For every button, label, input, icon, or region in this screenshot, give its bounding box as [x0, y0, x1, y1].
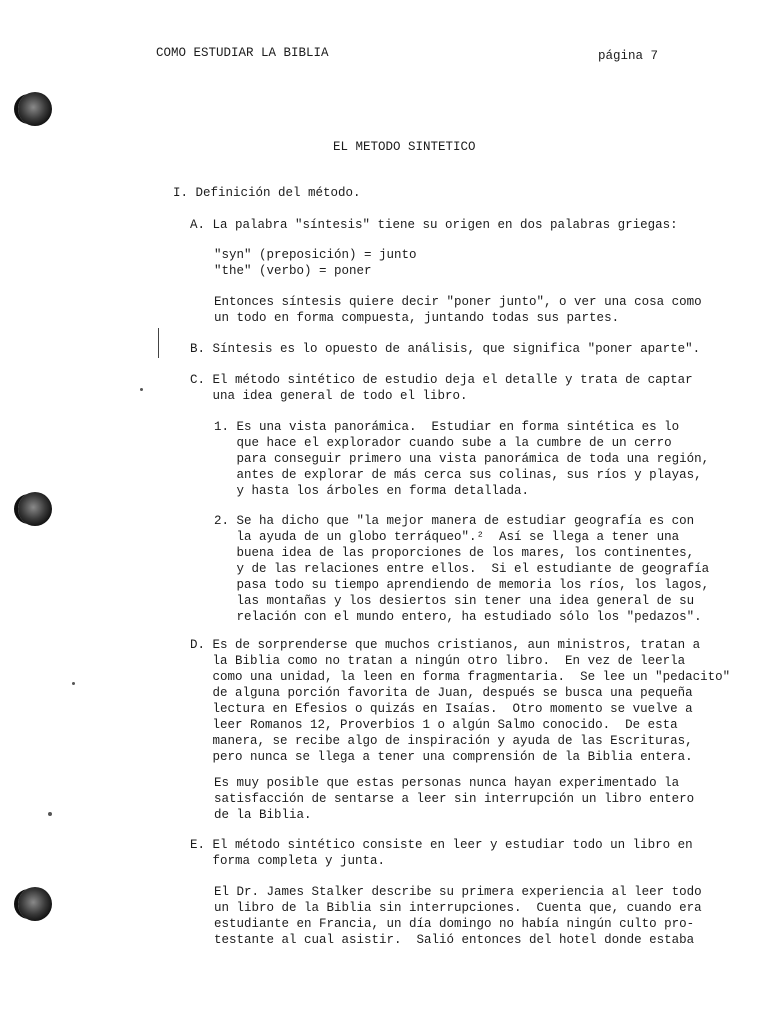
- header-title: COMO ESTUDIAR LA BIBLIA: [156, 46, 329, 60]
- text-line: una idea general de todo el libro.: [190, 389, 468, 403]
- text-line: leer Romanos 12, Proverbios 1 o algún Salmo conocido. De esta: [190, 718, 678, 732]
- point-e: [190, 837, 693, 869]
- text-line: buena idea de las proporciones de los mares, los continentes,: [214, 546, 695, 560]
- heading-definition: I. Definición del método.: [173, 186, 361, 200]
- text-line: 2. Se ha dicho que "la mejor manera de estudiar geografía es con: [214, 514, 695, 528]
- text-line: lectura en Efesios o quizás en Isaías. Otro momento se vuelve a: [190, 702, 693, 716]
- greek-word-the: "the" (verbo) = poner: [214, 264, 372, 278]
- text-line: que hace el explorador cuando sube a la cumbre de un cerro: [214, 436, 672, 450]
- text-line: relación con el mundo entero, ha estudiado sólo los "pedazos".: [214, 610, 702, 624]
- text-line: estudiante en Francia, un día domingo no había ningún culto pro-: [214, 917, 695, 931]
- text-line: manera, se recibe algo de inspiración y ayuda de las Escrituras,: [190, 734, 693, 748]
- text-line: El Dr. James Stalker describe su primera experiencia al leer todo: [214, 885, 702, 899]
- text-line: para conseguir primero una vista panorámica de toda una región,: [214, 452, 710, 466]
- text-line: pasa todo su tiempo aprendiendo de memoria los ríos, los lagos,: [214, 578, 710, 592]
- text-line: C. El método sintético de estudio deja el detalle y trata de captar: [190, 373, 693, 387]
- greek-words: [214, 247, 417, 279]
- page-number: página 7: [598, 49, 659, 63]
- margin-mark: [158, 328, 159, 358]
- text-line: de la Biblia.: [214, 808, 312, 822]
- scan-speck: [140, 388, 143, 391]
- text-line: forma completa y junta.: [190, 854, 386, 868]
- text-line: un todo en forma compuesta, juntando todas sus partes.: [214, 311, 620, 325]
- text-line: la ayuda de un globo terráqueo".² Así se llega a tener una: [214, 530, 680, 544]
- punch-hole-middle: [18, 492, 52, 526]
- point-a-line: A. La palabra "síntesis" tiene su origen en dos palabras griegas:: [190, 218, 678, 232]
- point-a-paragraph: [214, 294, 702, 326]
- scan-speck: [72, 682, 75, 685]
- point-c-item-1: [214, 419, 709, 499]
- punch-hole-bottom: [18, 887, 52, 921]
- point-e-paragraph: [214, 884, 702, 948]
- text-line: satisfacción de sentarse a leer sin interrupción un libro entero: [214, 792, 695, 806]
- point-d-paragraph: [214, 775, 694, 823]
- text-line: pero nunca se llega a tener una comprensión de la Biblia entera.: [190, 750, 693, 764]
- text-line: como una unidad, la leen en forma fragmentaria. Se lee un "pedacito": [190, 670, 731, 684]
- point-c: [190, 372, 693, 404]
- greek-word-syn: "syn" (preposición) = junto: [214, 248, 417, 262]
- section-title: EL METODO SINTETICO: [333, 140, 476, 154]
- text-line: de alguna porción favorita de Juan, después se busca una pequeña: [190, 686, 693, 700]
- text-line: 1. Es una vista panorámica. Estudiar en forma sintética es lo: [214, 420, 680, 434]
- text-line: las montañas y los desiertos sin tener una idea general de su: [214, 594, 695, 608]
- point-d: [190, 637, 730, 765]
- text-line: Es muy posible que estas personas nunca hayan experimentado la: [214, 776, 680, 790]
- punch-hole-top: [18, 92, 52, 126]
- scan-speck: [48, 812, 52, 816]
- text-line: un libro de la Biblia sin interrupciones. Cuenta que, cuando era: [214, 901, 702, 915]
- text-line: y de las relaciones entre ellos. Si el estudiante de geografía: [214, 562, 710, 576]
- text-line: E. El método sintético consiste en leer y estudiar todo un libro en: [190, 838, 693, 852]
- text-line: la Biblia como no tratan a ningún otro libro. En vez de leerla: [190, 654, 686, 668]
- point-c-item-2: [214, 513, 709, 625]
- text-line: Entonces síntesis quiere decir "poner junto", o ver una cosa como: [214, 295, 702, 309]
- text-line: antes de explorar de más cerca sus colinas, sus ríos y playas,: [214, 468, 702, 482]
- point-a: [190, 217, 678, 233]
- text-line: testante al cual asistir. Salió entonces del hotel donde estaba: [214, 933, 695, 947]
- text-line: y hasta los árboles en forma detallada.: [214, 484, 530, 498]
- point-b: [190, 341, 700, 357]
- text-line: D. Es de sorprenderse que muchos cristianos, aun ministros, tratan a: [190, 638, 701, 652]
- text-line: B. Síntesis es lo opuesto de análisis, que significa "poner aparte".: [190, 342, 701, 356]
